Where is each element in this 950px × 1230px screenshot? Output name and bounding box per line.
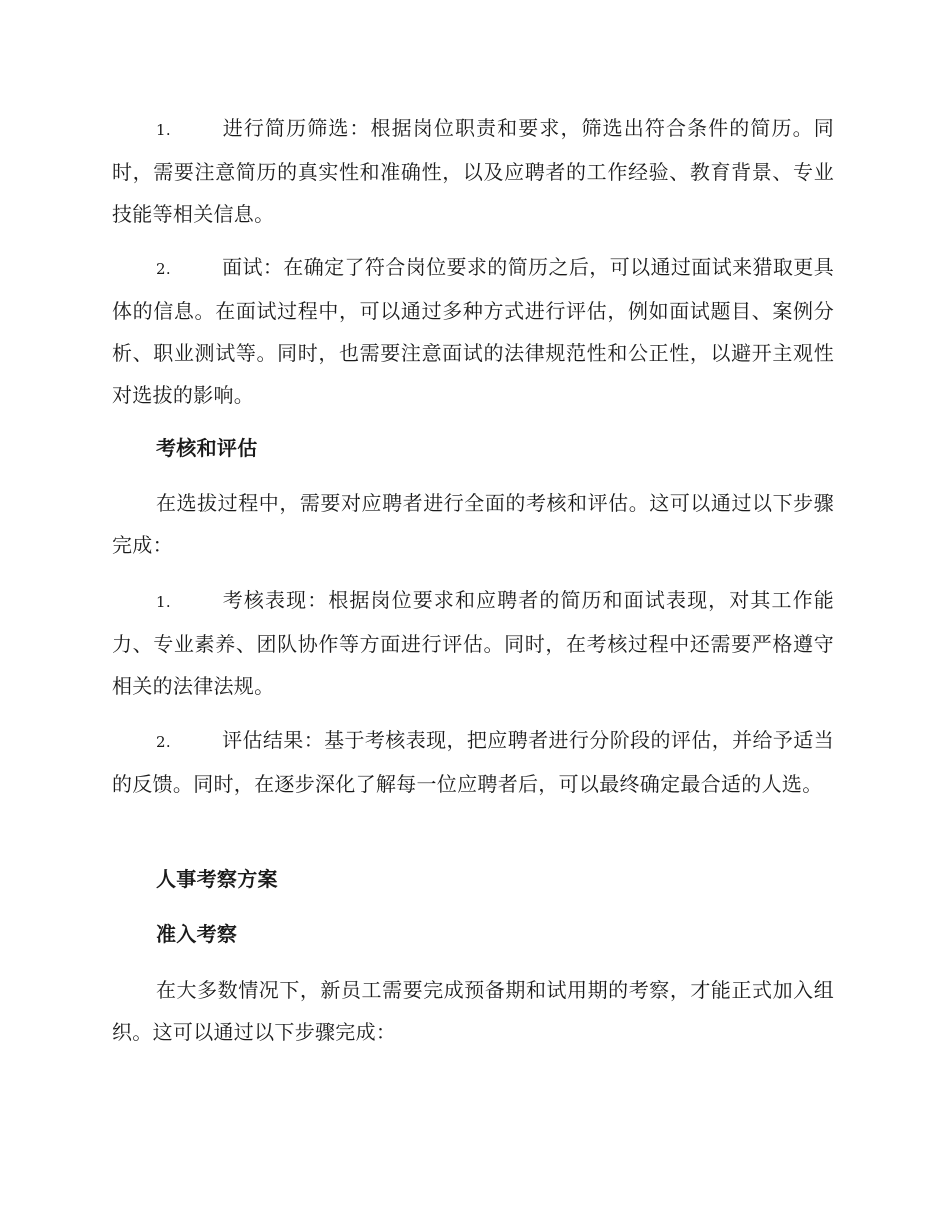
list-item-resume-screening: [112, 107, 834, 235]
section-heading-entry: 准入考察: [156, 922, 238, 946]
list-number: 2.: [156, 260, 171, 278]
list-item-text: 进行简历筛选：根据岗位职责和要求，筛选出符合条件的简历。同时，需要注意简历的真实性和准确性，以及应聘者的工作经验、教育背景、专业技能等相关信息。: [112, 116, 834, 226]
paragraph-entry: 在大多数情况下，新员工需要完成预备期和试用期的考察，才能正式加入组织。这可以通过以下步骤完成：: [112, 978, 834, 1044]
list-item-text: 面试：在确定了符合岗位要求的简历之后，可以通过面试来猎取更具体的信息。在面试过程中，可以通过多种方式进行评估，例如面试题目、案例分析、职业测试等。同时，也需要注意面试的法律规范性和公正性，以避开主观性对选拔的影响。: [112, 255, 834, 407]
list-number: 2.: [156, 733, 171, 751]
list-item-text: 考核表现：根据岗位要求和应聘者的简历和面试表现，对其工作能力、专业素养、团队协作等方面进行评估。同时，在考核过程中还需要严格遵守相关的法律法规。: [112, 588, 834, 698]
list-item-performance: [112, 579, 834, 707]
paragraph-assessment: 在选拔过程中，需要对应聘者进行全面的考核和评估。这可以通过以下步骤完成：: [112, 491, 834, 557]
list-item-text: 评估结果：基于考核表现，把应聘者进行分阶段的评估，并给予适当的反馈。同时，在逐步深化了解每一位应聘者后，可以最终确定最合适的人选。: [112, 728, 834, 796]
list-item-interview: [112, 246, 834, 416]
section-heading-assessment: 考核和评估: [156, 436, 258, 460]
list-number: 1.: [156, 121, 171, 139]
list-item-results: [112, 719, 834, 805]
list-number: 1.: [156, 593, 171, 611]
section-heading-plan: 人事考察方案: [156, 867, 278, 891]
